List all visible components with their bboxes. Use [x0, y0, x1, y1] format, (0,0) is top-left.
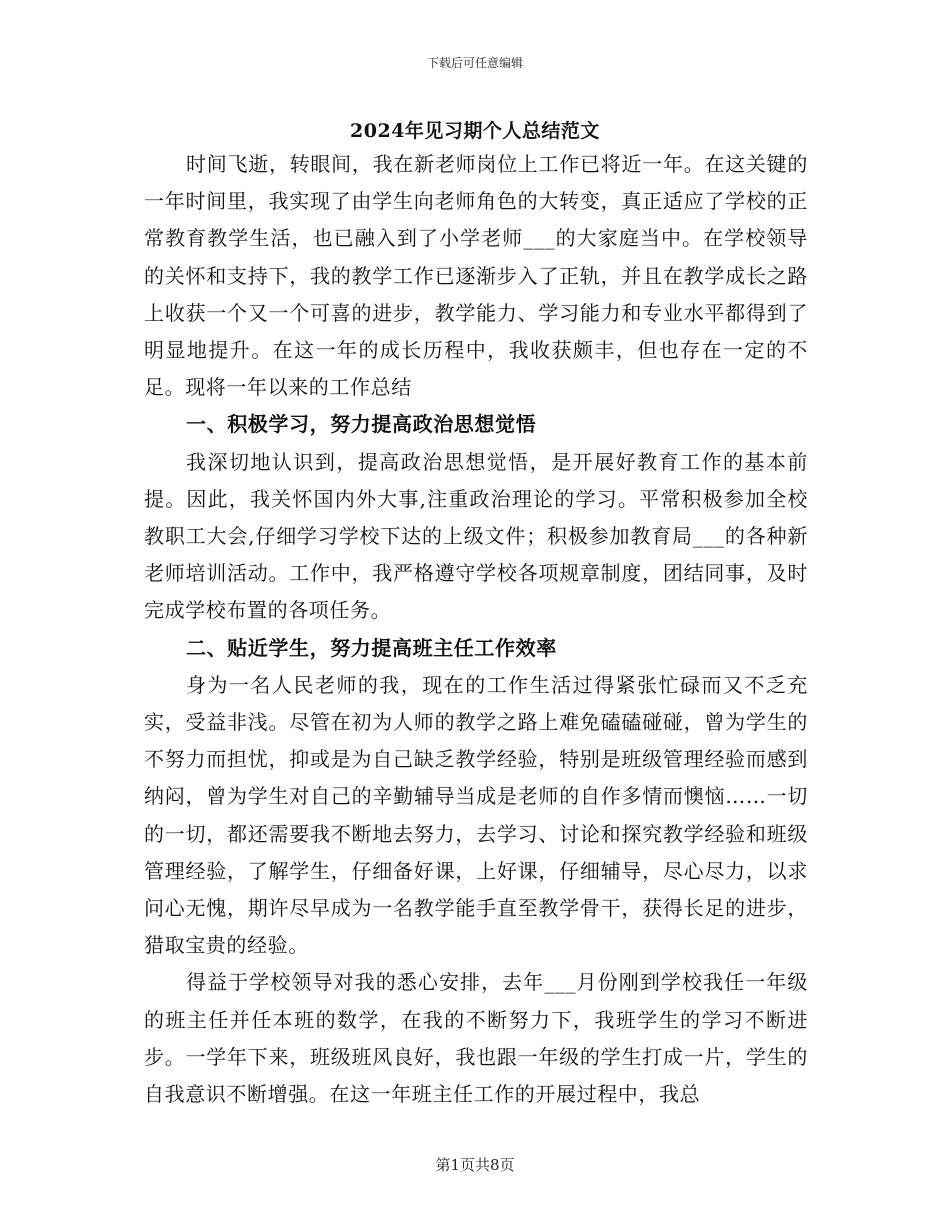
section-heading-2: 二、贴近学生，努力提高班主任工作效率: [186, 635, 557, 660]
page-header-note: 下载后可任意编辑: [426, 56, 523, 70]
section-2-paragraph-1: 身为一名人民老师的我，现在的工作生活过得紧张忙碌而又不乏充实，受益非浅。尽管在初为人师的教学之路上难免磕磕碰碰，曾为学生的不努力而担忧，抑或是为自己缺乏教学经验，特别是班级管理经验而感到纳闷，曾为学生对自己的辛勤辅导当成是老师的自作多情而懊恼……一切的一切，都还需要我不断地去努力，去学习、讨论和探究教学经验和班级管理经验，了解学生，仔细备好课，上好课，仔细辅导，尽心尽力，以求问心无愧，期许尽早成为一名教学能手直至教学骨干，获得长足的进步，猎取宝贵的经验。: [144, 672, 808, 958]
page-number: 第1页共8页: [435, 1156, 515, 1174]
intro-paragraph: 时间飞逝，转眼间，我在新老师岗位上工作已将近一年。在这关键的一年时间里，我实现了由学生向老师角色的大转变，真正适应了学校的正常教育教学生活，也已融入到了小学老师___的大家庭当中。在学校领导的关怀和支持下，我的教学工作已逐渐步入了正轨，并且在教学成长之路上收获一个又一个可喜的进步，教学能力、学习能力和专业水平都得到了明显地提升。在这一年的成长历程中，我收获颇丰，但也存在一定的不足。现将一年以来的工作总结: [144, 152, 808, 400]
document-body: [144, 146, 808, 1113]
section-2-paragraph-2: 得益于学校领导对我的悉心安排，去年___月份刚到学校我任一年级的班主任并任本班的数学，在我的不断努力下，我班学生的学习不断进步。一学年下来，班级班风良好，我也跟一年级的学生打成一片，学生的自我意识不断增强。在这一年班主任工作的开展过程中，我总: [144, 970, 808, 1107]
section-heading-1: 一、积极学习，努力提高政治思想觉悟: [186, 412, 537, 437]
document-title: 2024年见习期个人总结范文: [350, 120, 600, 142]
section-1-paragraph: 我深切地认识到，提高政治思想觉悟，是开展好教育工作的基本前提。因此，我关怀国内外大事,注重政治理论的学习。平常积极参加全校教职工大会,仔细学习学校下达的上级文件；积极参加教育局___的各种新老师培训活动。工作中，我严格遵守学校各项规章制度，团结同事，及时完成学校布置的各项任务。: [144, 449, 808, 623]
